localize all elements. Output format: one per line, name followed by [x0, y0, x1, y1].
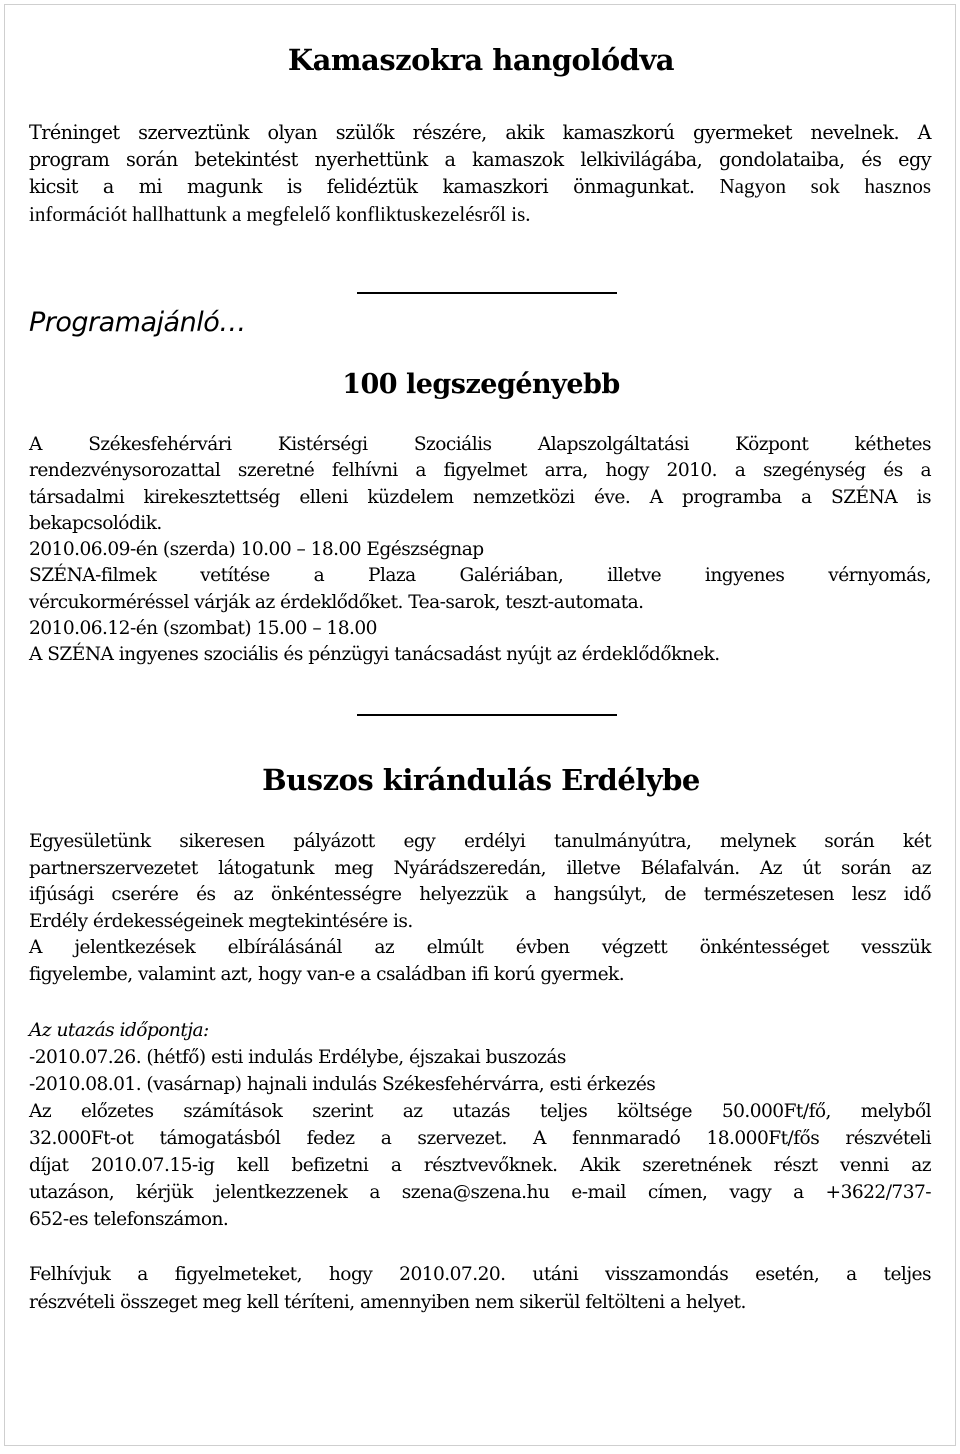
text-line: Tréninget szerveztünk olyan szülők részére, akik kamaszkorú gyermeket nevelnek. A [29, 121, 931, 144]
text-line: 2010.06.12-én (szombat) 15.00 – 18.00 [29, 618, 377, 640]
text-line: Erdély érdekességeinek megtekintésére is. [29, 910, 413, 932]
text-segment: kicsit a mi magunk is felidéztük kamaszkori önmagunkat. [29, 175, 695, 198]
paragraph-notice [29, 1261, 931, 1317]
text-line: rendezvénysorozattal szeretné felhívni a figyelmet arra, hogy 2010. a szegénység és a [29, 460, 931, 482]
text-line: 2010.06.09-én (szerda) 10.00 – 18.00 Egészségnap [29, 539, 484, 561]
text-line: partnerszervezetet látogatunk meg Nyárádszeredán, illetve Bélafalván. Az út során az [29, 857, 931, 879]
text-line: Egyesületünk sikeresen pályázott egy erdélyi tanulmányútra, melynek során két [29, 831, 931, 852]
text-line: Az előzetes számítások szerint az utazás teljes költsége 50.000Ft/fő, melyből [29, 1101, 931, 1122]
text-line: 652-es telefonszámon. [29, 1209, 229, 1230]
text-line: információt hallhattunk a megfelelő konfliktuskezelésről is. [29, 201, 531, 226]
text-line: díjat 2010.07.15-ig kell befizetni a résztvevőknek. Akik szeretnének részt venni az [29, 1155, 931, 1176]
text-line: A Székesfehérvári Kistérségi Szociális Alapszolgáltatási Központ kéthetes [29, 434, 931, 455]
document-page [4, 4, 956, 1446]
separator-line [357, 714, 617, 716]
text-line: részvételi összeget meg kell téríteni, amennyiben nem sikerül feltölteni a helyet. [29, 1292, 746, 1313]
text-segment: Nagyon sok hasznos [719, 174, 931, 198]
paragraph-program [29, 432, 931, 669]
trip-title: Buszos kirándulás Erdélybe [262, 763, 700, 797]
program-heading: Programajánló… [29, 307, 246, 338]
separator-line [357, 292, 617, 294]
text-line: vércukorméréssel várják az érdeklődőket. Tea-sarok, teszt-automata. [29, 591, 644, 613]
text-line: -2010.08.01. (vasárnap) hajnali indulás Székesfehérvárra, esti érkezés [29, 1074, 656, 1095]
text-line: program során betekintést nyerhettünk a kamaszok lelkivilágába, gondolataiba, és egy [29, 147, 931, 171]
text-line: társadalmi kirekesztettség elleni küzdelem nemzetközi éve. A programba a SZÉNA is [29, 486, 931, 508]
text-line: utazáson, kérjük jelentkezzenek a szena@szena.hu e-mail címen, vagy a +3622/737- [29, 1182, 931, 1203]
text-line [29, 173, 931, 201]
text-line: -2010.07.26. (hétfő) esti indulás Erdélybe, éjszakai buszozás [29, 1047, 566, 1068]
schedule-label: Az utazás időpontja: [29, 1020, 209, 1041]
text-line: bekapcsolódik. [29, 512, 162, 534]
text-line: A SZÉNA ingyenes szociális és pénzügyi tanácsadást nyújt az érdeklődőknek. [29, 644, 720, 666]
paragraph-trip [29, 829, 931, 988]
text-line: Felhívjuk a figyelmeteket, hogy 2010.07.20. utáni visszamondás esetén, a teljes [29, 1264, 931, 1285]
paragraph-schedule [29, 1017, 931, 1233]
text-line: A jelentkezések elbírálásánál az elmúlt évben végzett önkéntességet vesszük [29, 937, 931, 958]
section-title-kamaszok: Kamaszokra hangolódva [287, 43, 675, 77]
paragraph-training [29, 120, 931, 227]
text-line: 32.000Ft-ot támogatásból fedez a szervezet. A fennmaradó 18.000Ft/fős részvételi [29, 1128, 931, 1149]
text-line: ifjúsági cserére és az önkéntességre helyezzük a hangsúlyt, de természetesen lesz idő [29, 884, 931, 905]
text-line: figyelembe, valamint azt, hogy van-e a családban ifi korú gyermek. [29, 963, 625, 985]
program-title: 100 legszegényebb [342, 369, 620, 400]
text-line: SZÉNA-filmek vetítése a Plaza Galériában, illetve ingyenes vérnyomás, [29, 565, 931, 587]
